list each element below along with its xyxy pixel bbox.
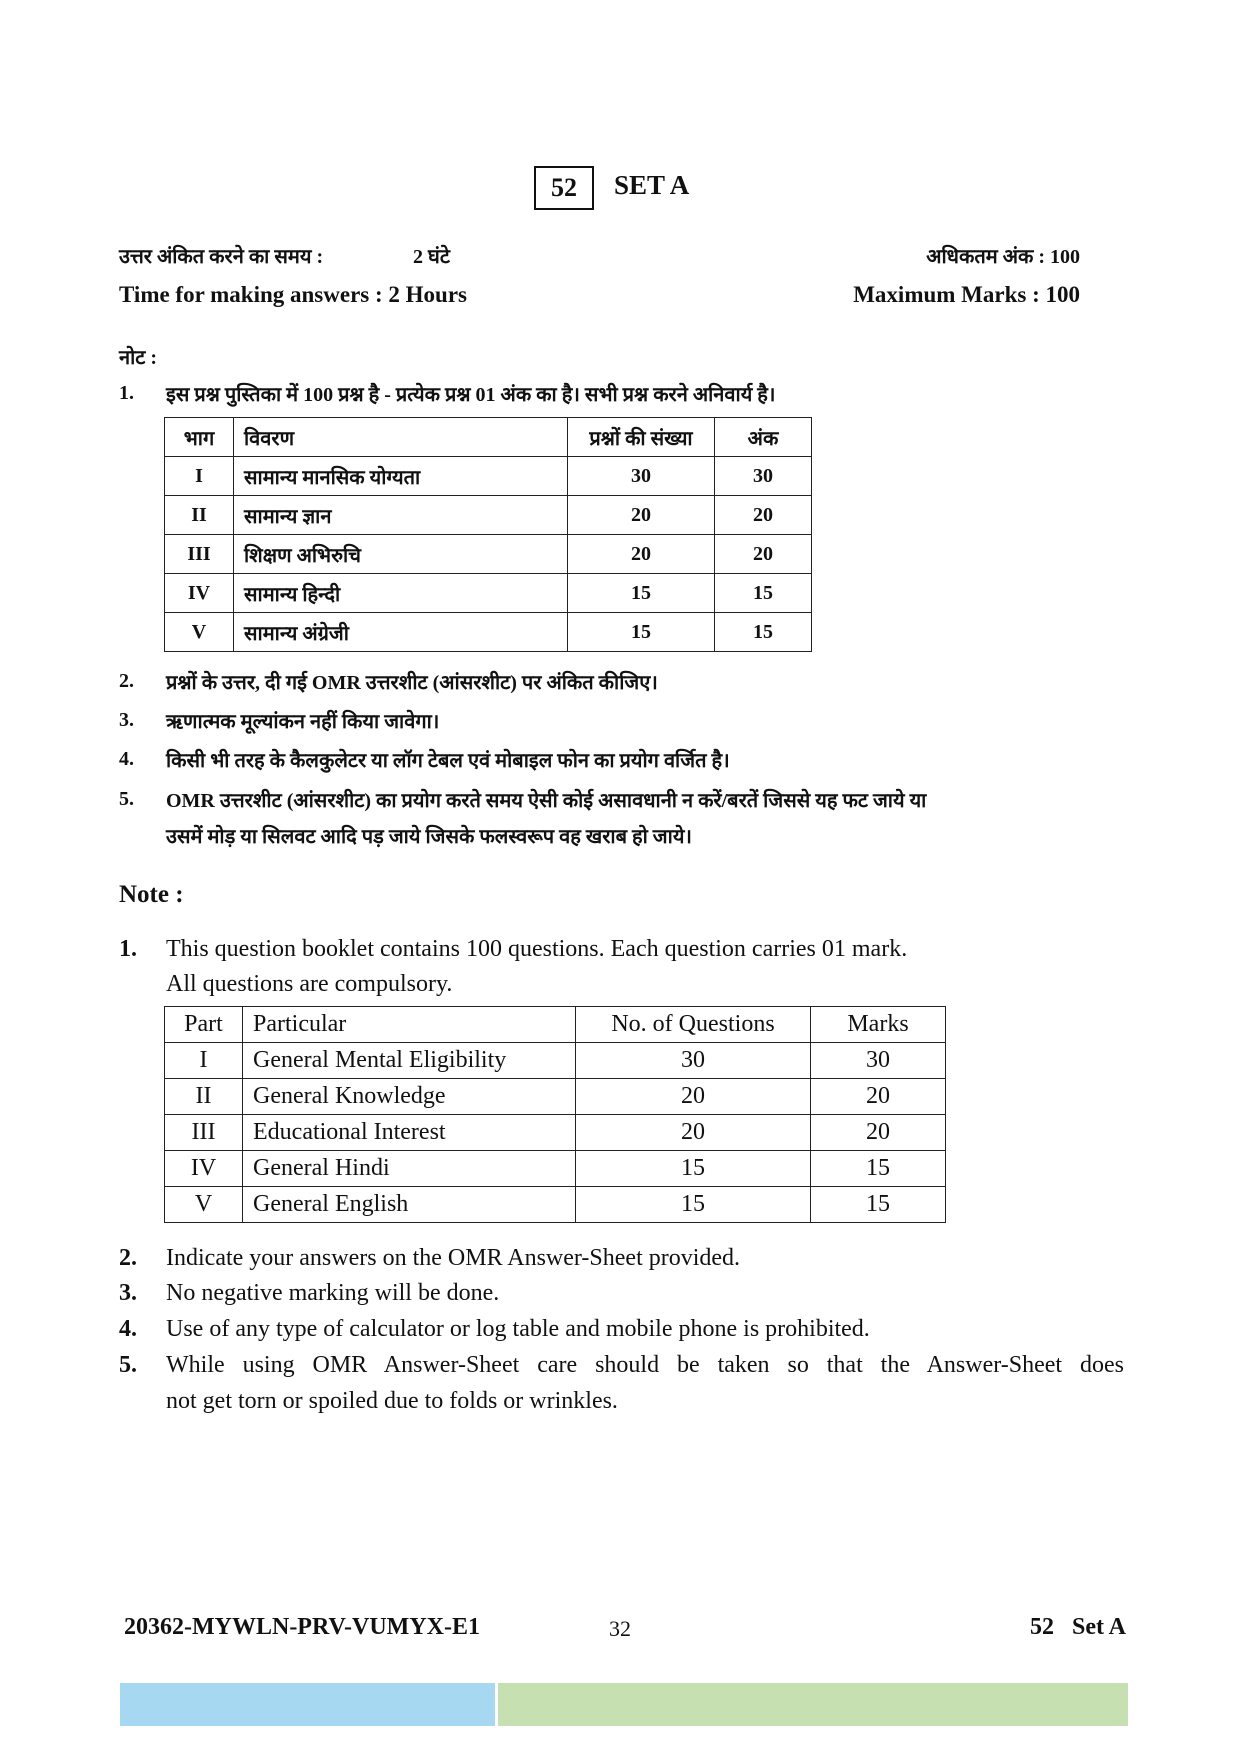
hindi-note-5-number: 5. (119, 788, 134, 810)
table-cell: IV (165, 1151, 243, 1187)
table-header: विवरण (234, 418, 568, 457)
table-cell: 30 (811, 1043, 946, 1079)
hindi-note-1-text: इस प्रश्न पुस्तिका में 100 प्रश्न है - प्रत्येक प्रश्न 01 अंक का है। सभी प्रश्न करने अनिवार्य है। (166, 384, 776, 406)
table-cell: 20 (568, 496, 715, 535)
hindi-time-value: 2 घंटे (413, 246, 450, 268)
table-row (165, 1151, 946, 1187)
table-cell: 30 (715, 457, 812, 496)
english-parts-table (164, 1006, 946, 1223)
table-cell: I (165, 457, 234, 496)
table-cell: 30 (568, 457, 715, 496)
table-row (165, 1187, 946, 1223)
table-cell: सामान्य ज्ञान (234, 496, 568, 535)
table-cell: 15 (715, 613, 812, 652)
table-header: No. of Questions (576, 1007, 811, 1043)
english-note-1-text-cont: All questions are compulsory. (166, 971, 453, 997)
table-row (165, 613, 812, 652)
table-cell: General Mental Eligibility (243, 1043, 576, 1079)
hindi-note-4-text: किसी भी तरह के कैलकुलेटर या लॉग टेबल एवं मोबाइल फोन का प्रयोग वर्जित है। (166, 750, 730, 772)
table-cell: 20 (568, 535, 715, 574)
hindi-table-header-row (165, 418, 812, 457)
english-table-header-row (165, 1007, 946, 1043)
table-row (165, 457, 812, 496)
table-cell: V (165, 613, 234, 652)
table-cell: III (165, 1115, 243, 1151)
hindi-note-4-number: 4. (119, 748, 134, 770)
table-cell: 15 (568, 574, 715, 613)
table-cell: IV (165, 574, 234, 613)
table-header: Part (165, 1007, 243, 1043)
table-row (165, 1043, 946, 1079)
english-note-5-text-cont: not get torn or spoiled due to folds or wrinkles. (166, 1388, 618, 1414)
footer-green-bar (498, 1683, 1128, 1726)
english-note-5-number: 5. (119, 1352, 137, 1378)
table-cell: General English (243, 1187, 576, 1223)
table-cell: 15 (576, 1151, 811, 1187)
english-note-2-text: Indicate your answers on the OMR Answer-Sheet provided. (166, 1245, 741, 1271)
table-row (165, 1115, 946, 1151)
table-cell: General Hindi (243, 1151, 576, 1187)
table-cell: 20 (811, 1115, 946, 1151)
set-label: SET A (614, 170, 690, 200)
table-cell: 15 (576, 1187, 811, 1223)
table-row (165, 535, 812, 574)
footer-blue-bar (120, 1683, 495, 1726)
table-cell: II (165, 496, 234, 535)
english-note-2-number: 2. (119, 1245, 137, 1271)
table-cell: V (165, 1187, 243, 1223)
english-note-3-text: No negative marking will be done. (166, 1280, 500, 1306)
english-note-title: Note : (119, 881, 184, 908)
english-note-1-number: 1. (119, 936, 137, 962)
english-note-3-number: 3. (119, 1280, 137, 1306)
table-cell: II (165, 1079, 243, 1115)
hindi-parts-table (164, 417, 812, 652)
english-time: Time for making answers : 2 Hours (119, 282, 467, 307)
hindi-note-5-text: OMR उत्तरशीट (आंसरशीट) का प्रयोग करते समय ऐसी कोई असावधानी न करें/बरतें जिससे यह फट जाये या (166, 790, 927, 812)
table-cell: 20 (576, 1079, 811, 1115)
table-cell: 20 (715, 496, 812, 535)
table-cell: 20 (811, 1079, 946, 1115)
table-cell: 15 (715, 574, 812, 613)
table-cell: सामान्य मानसिक योग्यता (234, 457, 568, 496)
table-cell: 15 (811, 1187, 946, 1223)
table-header: प्रश्नों की संख्या (568, 418, 715, 457)
table-cell: 15 (811, 1151, 946, 1187)
table-cell: 15 (568, 613, 715, 652)
table-cell: 30 (576, 1043, 811, 1079)
table-row (165, 1079, 946, 1115)
english-max-marks: Maximum Marks : 100 (853, 282, 1080, 307)
table-header: Particular (243, 1007, 576, 1043)
table-cell: I (165, 1043, 243, 1079)
english-note-1-text: This question booklet contains 100 questions. Each question carries 01 mark. (166, 936, 908, 962)
footer-paper-code: 20362-MYWLN-PRV-VUMYX-E1 (124, 1614, 480, 1640)
table-cell: III (165, 535, 234, 574)
table-header: Marks (811, 1007, 946, 1043)
hindi-note-3-number: 3. (119, 709, 134, 731)
table-cell: सामान्य हिन्दी (234, 574, 568, 613)
hindi-note-title: नोट : (119, 347, 158, 369)
english-note-5-text: While using OMR Answer-Sheet care should be taken so that the Answer-Sheet does (166, 1352, 1124, 1378)
hindi-note-2-text: प्रश्नों के उत्तर, दी गई OMR उत्तरशीट (आंसरशीट) पर अंकित कीजिए। (166, 672, 658, 694)
hindi-note-2-number: 2. (119, 670, 134, 692)
hindi-note-3-text: ऋणात्मक मूल्यांकन नहीं किया जावेगा। (166, 711, 440, 733)
table-cell: 20 (715, 535, 812, 574)
hindi-note-5-text-cont: उसमें मोड़ या सिलवट आदि पड़ जाये जिसके फलस्वरूप वह खराब हो जाये। (166, 826, 692, 848)
hindi-time-label: उत्तर अंकित करने का समय : (119, 246, 324, 268)
english-note-4-number: 4. (119, 1316, 137, 1342)
table-row (165, 574, 812, 613)
table-cell: General Knowledge (243, 1079, 576, 1115)
table-row (165, 496, 812, 535)
table-cell: सामान्य अंग्रेजी (234, 613, 568, 652)
hindi-note-1-number: 1. (119, 382, 134, 404)
table-cell: शिक्षण अभिरुचि (234, 535, 568, 574)
paper-code-box: 52 (534, 166, 594, 210)
table-header: अंक (715, 418, 812, 457)
hindi-max-marks: अधिकतम अंक : 100 (926, 246, 1080, 268)
footer-set-label: 52 Set A (1030, 1614, 1126, 1640)
table-cell: Educational Interest (243, 1115, 576, 1151)
footer-page-number: 32 (609, 1616, 631, 1641)
english-note-4-text: Use of any type of calculator or log table and mobile phone is prohibited. (166, 1316, 870, 1342)
table-cell: 20 (576, 1115, 811, 1151)
table-header: भाग (165, 418, 234, 457)
